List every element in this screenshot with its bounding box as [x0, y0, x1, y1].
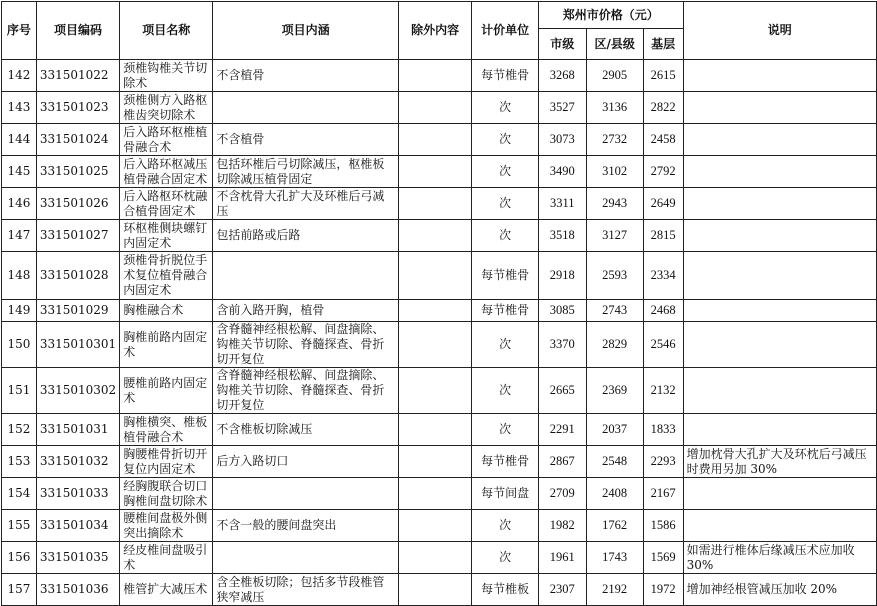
- cell-price-base: 2334: [643, 252, 683, 300]
- table-row: [2, 368, 877, 414]
- cell-code: 3315010302: [36, 368, 119, 414]
- cell-price-base: 2293: [643, 446, 683, 478]
- cell-price-city: 2291: [538, 414, 586, 446]
- table-row: [2, 124, 877, 156]
- cell-code: 331501036: [36, 574, 119, 606]
- cell-code: 331501024: [36, 124, 119, 156]
- cell-content: 不含椎板切除减压: [213, 414, 399, 446]
- cell-code: 331501022: [36, 60, 119, 92]
- cell-code: 331501029: [36, 300, 119, 322]
- cell-content: 含前入路开胸，植骨: [213, 300, 399, 322]
- cell-name: 腰椎间盘极外侧突出摘除术: [120, 510, 213, 542]
- header-county: 区/县级: [586, 29, 643, 60]
- cell-content: [213, 478, 399, 510]
- header-unit: 计价单位: [472, 2, 539, 60]
- table-row: [2, 322, 877, 368]
- cell-excluded: [398, 188, 471, 220]
- cell-unit: 次: [472, 92, 539, 124]
- cell-note: [683, 252, 876, 300]
- cell-seq: 146: [2, 188, 37, 220]
- price-table: [1, 1, 877, 606]
- cell-price-base: 2649: [643, 188, 683, 220]
- table-row: [2, 188, 877, 220]
- cell-name: 颈椎钩椎关节切除术: [120, 60, 213, 92]
- cell-excluded: [398, 574, 471, 606]
- cell-excluded: [398, 124, 471, 156]
- cell-seq: 156: [2, 542, 37, 574]
- cell-content: 包括环椎后弓切除减压，枢椎板切除减压植骨固定: [213, 156, 399, 188]
- cell-code: 331501028: [36, 252, 119, 300]
- header-seq: 序号: [2, 2, 37, 60]
- cell-excluded: [398, 446, 471, 478]
- cell-content: [213, 252, 399, 300]
- table-row: [2, 542, 877, 574]
- cell-unit: 次: [472, 156, 539, 188]
- header-price-group: 郑州市价格（元）: [538, 2, 683, 29]
- cell-unit: 次: [472, 322, 539, 368]
- cell-code: 331501023: [36, 92, 119, 124]
- cell-content: [213, 542, 399, 574]
- cell-price-county: 2593: [586, 252, 643, 300]
- cell-excluded: [398, 156, 471, 188]
- cell-excluded: [398, 92, 471, 124]
- cell-seq: 143: [2, 92, 37, 124]
- cell-price-county: 1743: [586, 542, 643, 574]
- cell-unit: 每节椎骨: [472, 252, 539, 300]
- cell-seq: 151: [2, 368, 37, 414]
- cell-name: 胸椎融合术: [120, 300, 213, 322]
- header-row-1: [2, 2, 877, 29]
- cell-price-city: 3518: [538, 220, 586, 252]
- cell-price-base: 1833: [643, 414, 683, 446]
- cell-excluded: [398, 60, 471, 92]
- cell-code: 331501033: [36, 478, 119, 510]
- cell-seq: 157: [2, 574, 37, 606]
- cell-unit: 每节椎骨: [472, 300, 539, 322]
- cell-note: [683, 60, 876, 92]
- cell-name: 胸腰椎骨折切开复位内固定术: [120, 446, 213, 478]
- cell-excluded: [398, 252, 471, 300]
- cell-price-county: 2905: [586, 60, 643, 92]
- cell-name: 后入路枢环枕融合植骨固定术: [120, 188, 213, 220]
- cell-price-city: 2709: [538, 478, 586, 510]
- table-row: [2, 252, 877, 300]
- cell-price-base: 2822: [643, 92, 683, 124]
- table-row: [2, 220, 877, 252]
- cell-content: 不含植骨: [213, 124, 399, 156]
- cell-note: [683, 322, 876, 368]
- cell-note: [683, 220, 876, 252]
- table-row: [2, 478, 877, 510]
- table-row: [2, 574, 877, 606]
- cell-code: 331501032: [36, 446, 119, 478]
- cell-note: [683, 414, 876, 446]
- cell-note: 如需进行椎体后缘减压术应加收 30%: [683, 542, 876, 574]
- cell-code: 331501034: [36, 510, 119, 542]
- cell-excluded: [398, 322, 471, 368]
- cell-unit: 次: [472, 220, 539, 252]
- cell-price-county: 2369: [586, 368, 643, 414]
- cell-price-city: 2307: [538, 574, 586, 606]
- cell-price-county: 2192: [586, 574, 643, 606]
- table-row: [2, 510, 877, 542]
- cell-price-city: 1961: [538, 542, 586, 574]
- cell-price-base: 1569: [643, 542, 683, 574]
- cell-content: 包括前路或后路: [213, 220, 399, 252]
- cell-price-city: 3268: [538, 60, 586, 92]
- cell-excluded: [398, 414, 471, 446]
- table-row: [2, 156, 877, 188]
- cell-price-base: 2132: [643, 368, 683, 414]
- cell-name: 椎管扩大减压术: [120, 574, 213, 606]
- header-note: 说明: [683, 2, 876, 60]
- cell-seq: 148: [2, 252, 37, 300]
- cell-price-county: 2548: [586, 446, 643, 478]
- cell-price-county: 2829: [586, 322, 643, 368]
- table-row: [2, 60, 877, 92]
- cell-price-county: 2743: [586, 300, 643, 322]
- cell-price-city: 3311: [538, 188, 586, 220]
- cell-name: 环枢椎侧块螺钉内固定术: [120, 220, 213, 252]
- cell-code: 331501025: [36, 156, 119, 188]
- cell-unit: 次: [472, 124, 539, 156]
- cell-content: 不含一般的腰间盘突出: [213, 510, 399, 542]
- cell-price-city: 2665: [538, 368, 586, 414]
- cell-seq: 142: [2, 60, 37, 92]
- table-body: [2, 60, 877, 606]
- header-content: 项目内涵: [213, 2, 399, 60]
- cell-excluded: [398, 220, 471, 252]
- cell-seq: 153: [2, 446, 37, 478]
- cell-seq: 152: [2, 414, 37, 446]
- cell-price-base: 2167: [643, 478, 683, 510]
- cell-unit: 每节椎骨: [472, 60, 539, 92]
- table-row: [2, 300, 877, 322]
- cell-unit: 次: [472, 368, 539, 414]
- cell-unit: 次: [472, 542, 539, 574]
- cell-price-city: 2918: [538, 252, 586, 300]
- cell-price-city: 3490: [538, 156, 586, 188]
- cell-name: 颈椎侧方入路枢椎齿突切除术: [120, 92, 213, 124]
- cell-unit: 每节间盘: [472, 478, 539, 510]
- cell-price-base: 2468: [643, 300, 683, 322]
- cell-excluded: [398, 542, 471, 574]
- cell-seq: 144: [2, 124, 37, 156]
- cell-content: 含脊髓神经根松解、间盘摘除、钩椎关节切除、脊髓探查、骨折切开复位: [213, 322, 399, 368]
- cell-content: [213, 92, 399, 124]
- cell-unit: 次: [472, 188, 539, 220]
- cell-unit: 每节椎板: [472, 574, 539, 606]
- cell-price-city: 2867: [538, 446, 586, 478]
- table-row: [2, 92, 877, 124]
- cell-note: [683, 188, 876, 220]
- cell-price-base: 1972: [643, 574, 683, 606]
- cell-price-county: 3127: [586, 220, 643, 252]
- cell-code: 331501031: [36, 414, 119, 446]
- cell-code: 331501035: [36, 542, 119, 574]
- cell-name: 后入路环枢椎植骨融合术: [120, 124, 213, 156]
- cell-content: 含全椎板切除；包括多节段椎管狭窄减压: [213, 574, 399, 606]
- cell-name: 腰椎前路内固定术: [120, 368, 213, 414]
- cell-price-city: 3527: [538, 92, 586, 124]
- cell-unit: 每节椎骨: [472, 446, 539, 478]
- table-row: [2, 414, 877, 446]
- cell-excluded: [398, 478, 471, 510]
- cell-price-county: 3102: [586, 156, 643, 188]
- cell-price-county: 2037: [586, 414, 643, 446]
- cell-name: 胸椎横突、椎板植骨融合术: [120, 414, 213, 446]
- cell-price-city: 1982: [538, 510, 586, 542]
- cell-name: 后入路环枢减压植骨融合固定术: [120, 156, 213, 188]
- cell-name: 经皮椎间盘吸引术: [120, 542, 213, 574]
- cell-content: 不含植骨: [213, 60, 399, 92]
- cell-code: 3315010301: [36, 322, 119, 368]
- cell-price-city: 3370: [538, 322, 586, 368]
- cell-price-city: 3073: [538, 124, 586, 156]
- header-base: 基层: [643, 29, 683, 60]
- cell-excluded: [398, 510, 471, 542]
- cell-note: [683, 510, 876, 542]
- cell-content: 后方入路切口: [213, 446, 399, 478]
- cell-name: 胸椎前路内固定术: [120, 322, 213, 368]
- cell-seq: 155: [2, 510, 37, 542]
- header-code: 项目编码: [36, 2, 119, 60]
- cell-excluded: [398, 300, 471, 322]
- cell-price-county: 3136: [586, 92, 643, 124]
- cell-unit: 次: [472, 510, 539, 542]
- cell-note: [683, 156, 876, 188]
- cell-note: 增加枕骨大孔扩大及环枕后弓减压时费用另加 30%: [683, 446, 876, 478]
- header-excluded: 除外内容: [398, 2, 471, 60]
- cell-seq: 145: [2, 156, 37, 188]
- cell-price-base: 2546: [643, 322, 683, 368]
- cell-note: [683, 124, 876, 156]
- table-row: [2, 446, 877, 478]
- cell-code: 331501026: [36, 188, 119, 220]
- cell-price-base: 2458: [643, 124, 683, 156]
- cell-note: [683, 368, 876, 414]
- cell-seq: 149: [2, 300, 37, 322]
- cell-note: [683, 478, 876, 510]
- cell-note: 增加神经根管减压加收 20%: [683, 574, 876, 606]
- cell-price-city: 3085: [538, 300, 586, 322]
- cell-price-county: 1762: [586, 510, 643, 542]
- header-city: 市级: [538, 29, 586, 60]
- cell-excluded: [398, 368, 471, 414]
- cell-price-base: 2615: [643, 60, 683, 92]
- cell-price-base: 1586: [643, 510, 683, 542]
- cell-unit: 次: [472, 414, 539, 446]
- cell-price-county: 2943: [586, 188, 643, 220]
- cell-price-county: 2408: [586, 478, 643, 510]
- cell-price-county: 2732: [586, 124, 643, 156]
- cell-note: [683, 300, 876, 322]
- header-name: 项目名称: [120, 2, 213, 60]
- cell-content: 不含枕骨大孔扩大及环椎后弓减压: [213, 188, 399, 220]
- cell-note: [683, 92, 876, 124]
- cell-name: 经胸腹联合切口胸椎间盘切除术: [120, 478, 213, 510]
- cell-seq: 147: [2, 220, 37, 252]
- cell-content: 含脊髓神经根松解、间盘摘除、钩椎关节切除、脊髓探查、骨折切开复位: [213, 368, 399, 414]
- cell-price-base: 2792: [643, 156, 683, 188]
- cell-seq: 154: [2, 478, 37, 510]
- cell-code: 331501027: [36, 220, 119, 252]
- cell-seq: 150: [2, 322, 37, 368]
- cell-price-base: 2815: [643, 220, 683, 252]
- cell-name: 颈椎骨折脱位手术复位植骨融合内固定术: [120, 252, 213, 300]
